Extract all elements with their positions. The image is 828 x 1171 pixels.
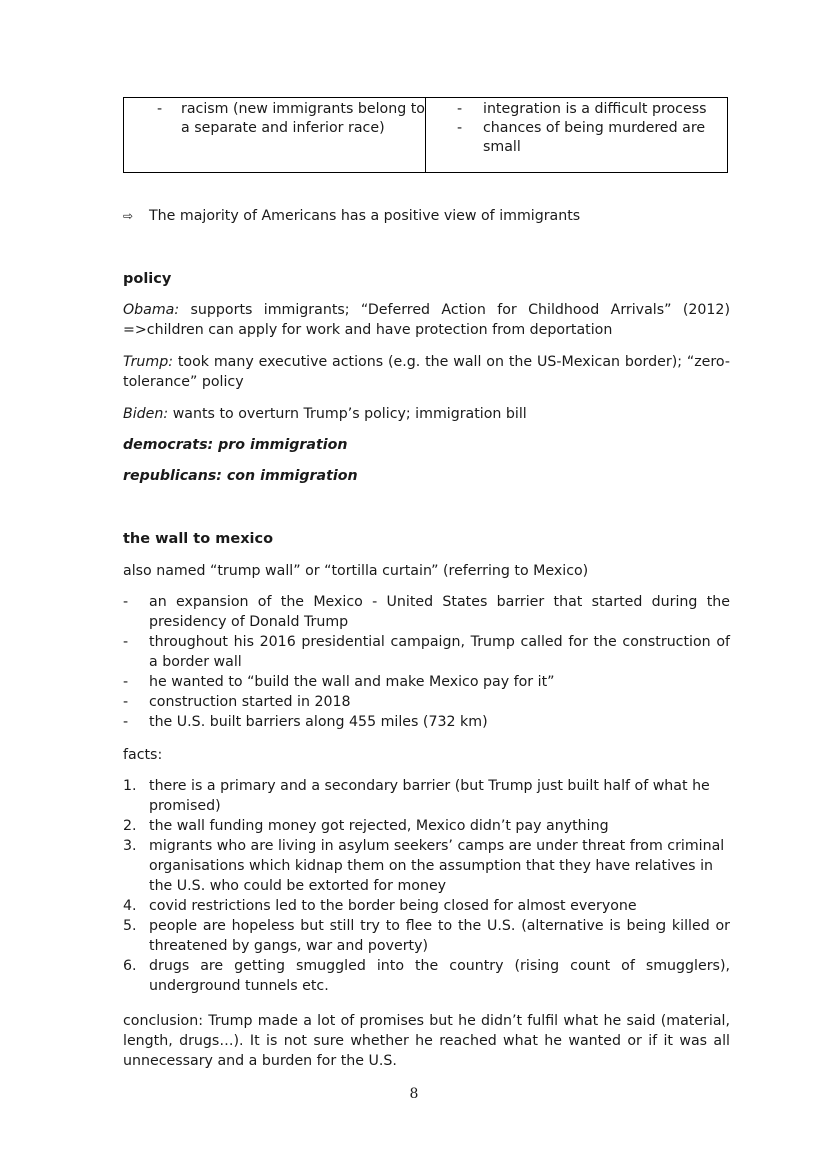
- table-left-column: [124, 98, 426, 172]
- list-item-text: construction started in 2018: [149, 694, 351, 710]
- table-list-item: [426, 119, 727, 157]
- list-item: [123, 916, 730, 956]
- biden-text: wants to overturn Trump’s policy; immigration bill: [168, 406, 527, 422]
- list-item-text: migrants who are living in asylum seekers’ camps are under threat from criminal organisations which kidnap them on the assumption that they have relatives in the U.S. who could be extorted for money: [149, 838, 725, 894]
- list-number: 6.: [123, 958, 137, 974]
- obama-text: supports immigrants; “Deferred Action for Childhood Arrivals” (2012) =>children can apply for work and have protection from deportation: [123, 302, 730, 338]
- list-item-text: covid restrictions led to the border being closed for almost everyone: [149, 898, 637, 914]
- trump-paragraph: [123, 352, 730, 392]
- arrow-icon: ⇨: [123, 209, 134, 223]
- page-number: 8: [409, 1086, 419, 1102]
- table-item-text: chances of being murdered are small: [483, 120, 706, 155]
- conclusion-paragraph: conclusion: Trump made a lot of promises but he didn’t fulfil what he said (material, length, drugs…). It is not sure whether he reached what he wanted or if it was all unnecessary and a burden for the U.S.: [123, 1013, 730, 1069]
- list-item: [123, 896, 730, 916]
- list-item-text: drugs are getting smuggled into the country (rising count of smugglers), underground tunnels etc.: [149, 958, 730, 994]
- democrats-line: democrats: pro immigration: [123, 437, 348, 453]
- biden-paragraph: [123, 404, 730, 424]
- list-item: [123, 836, 730, 896]
- table-right-column: [426, 98, 727, 172]
- list-item: [123, 712, 730, 732]
- wall-bullet-list: [123, 592, 730, 732]
- policy-heading: policy: [123, 271, 172, 287]
- list-dash: -: [157, 101, 163, 117]
- trump-label: Trump:: [123, 354, 173, 370]
- trump-text: took many executive actions (e.g. the wall on the US-Mexican border); “zero-tolerance” policy: [123, 354, 730, 390]
- table-item-text: racism (new immigrants belong to a separate and inferior race): [181, 101, 425, 136]
- list-item-text: there is a primary and a secondary barrier (but Trump just built half of what he promised): [149, 778, 710, 814]
- list-dash: -: [123, 634, 129, 650]
- summary-text: The majority of Americans has a positive view of immigrants: [149, 208, 581, 224]
- list-dash: -: [457, 101, 463, 117]
- list-item: [123, 672, 730, 692]
- list-dash: -: [123, 594, 129, 610]
- summary-line: [123, 206, 730, 226]
- wall-intro: also named “trump wall” or “tortilla curtain” (referring to Mexico): [123, 563, 589, 579]
- list-dash: -: [123, 714, 129, 730]
- obama-paragraph: [123, 300, 730, 340]
- table-list-item: [426, 100, 727, 119]
- list-item-text: an expansion of the Mexico - United States barrier that started during the presidency of Donald Trump: [149, 594, 730, 630]
- list-dash: -: [123, 694, 129, 710]
- list-dash: -: [457, 120, 463, 136]
- table-item-text: integration is a difficult process: [483, 101, 707, 117]
- list-number: 1.: [123, 778, 137, 794]
- facts-label: facts:: [123, 747, 163, 763]
- list-item-text: the wall funding money got rejected, Mexico didn’t pay anything: [149, 818, 609, 834]
- pros-cons-table: [123, 97, 728, 173]
- wall-heading: the wall to mexico: [123, 531, 274, 547]
- list-item: [123, 956, 730, 996]
- republicans-line: republicans: con immigration: [123, 468, 358, 484]
- list-item-text: people are hopeless but still try to flee to the U.S. (alternative is being killed or threatened by gangs, war and poverty): [149, 918, 730, 954]
- list-number: 5.: [123, 918, 137, 934]
- list-item: [123, 776, 730, 816]
- list-item-text: he wanted to “build the wall and make Mexico pay for it”: [149, 674, 555, 690]
- table-list-item: [124, 100, 425, 138]
- list-item: [123, 632, 730, 672]
- list-number: 2.: [123, 818, 137, 834]
- list-item: [123, 692, 730, 712]
- list-item: [123, 816, 730, 836]
- list-number: 3.: [123, 838, 137, 854]
- list-dash: -: [123, 674, 129, 690]
- obama-label: Obama:: [123, 302, 180, 318]
- biden-label: Biden:: [123, 406, 169, 422]
- list-number: 4.: [123, 898, 137, 914]
- facts-numbered-list: [123, 776, 730, 996]
- list-item: [123, 592, 730, 632]
- list-item-text: throughout his 2016 presidential campaign, Trump called for the construction of a border wall: [149, 634, 730, 670]
- list-item-text: the U.S. built barriers along 455 miles (732 km): [149, 714, 488, 730]
